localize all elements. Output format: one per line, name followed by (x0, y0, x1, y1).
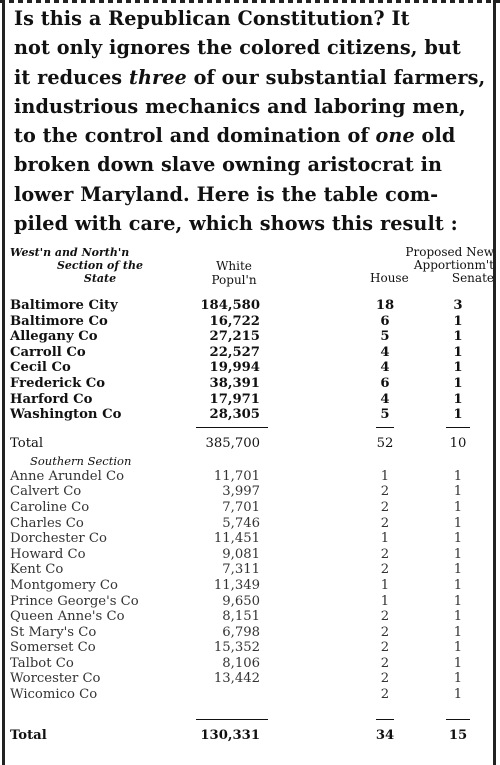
table-row (10, 314, 490, 330)
newspaper-article (14, 4, 488, 238)
senate-seats: 1 (453, 499, 463, 515)
county-name: Total (10, 727, 47, 743)
senate-seats: 1 (453, 344, 463, 360)
white-population: 28,305 (209, 407, 260, 423)
house-seats: 34 (375, 727, 395, 743)
county-name: Worcester Co (10, 671, 101, 687)
senate-seats: 1 (453, 577, 463, 593)
subheading-row (358, 272, 494, 285)
heading-line: White (216, 259, 252, 273)
white-population: 17,971 (209, 391, 260, 407)
senate-seats: 1 (453, 468, 463, 484)
house-seats: 2 (380, 562, 390, 578)
table-row (10, 594, 490, 610)
apportionment-table (10, 245, 494, 747)
table-row (10, 547, 490, 563)
article-line: lower Maryland. Here is the table com- (14, 182, 439, 206)
county-name: Wicomico Co (10, 687, 98, 703)
table-row (10, 392, 490, 408)
table-row (10, 500, 490, 516)
table-row (10, 578, 490, 594)
county-name: Total (10, 435, 44, 451)
table-row (10, 671, 490, 687)
rule-line (376, 719, 394, 720)
table-row (10, 562, 490, 578)
county-name: Baltimore City (10, 298, 118, 313)
white-population: 11,701 (213, 468, 260, 484)
article-paragraph (14, 4, 488, 238)
house-seats: 2 (380, 655, 390, 671)
house-seats: 2 (380, 499, 390, 515)
senate-seats: 1 (453, 562, 463, 578)
white-population: 8,106 (222, 655, 260, 671)
house-seats: 4 (380, 360, 390, 376)
county-name: Talbot Co (10, 655, 74, 671)
house-seats: 5 (380, 329, 390, 345)
left-column-rule (2, 0, 5, 765)
table-row (10, 687, 490, 703)
county-name: Anne Arundel Co (10, 468, 125, 484)
county-name: Kent Co (10, 562, 64, 578)
house-seats: 2 (380, 624, 390, 640)
apportionment-heading (358, 246, 494, 285)
county-name: Washington Co (10, 407, 122, 423)
table-row (10, 640, 490, 656)
table-row (10, 516, 490, 532)
white-population: 7,701 (222, 499, 260, 515)
county-name: Frederick Co (10, 375, 106, 391)
italic-word: one (375, 124, 415, 148)
white-population: 3,997 (222, 484, 260, 500)
house-seats: 1 (380, 531, 390, 547)
text-segment: to the control and domination of (14, 124, 376, 148)
table-row (10, 656, 490, 672)
table-row (10, 625, 490, 641)
southern-section-label: Southern Section (30, 453, 132, 468)
white-population: 13,442 (213, 671, 260, 687)
house-seats: 2 (380, 671, 390, 687)
house-seats: 2 (380, 609, 390, 625)
senate-seats: 1 (453, 391, 463, 407)
table-row (10, 376, 490, 392)
county-name: Carroll Co (10, 344, 86, 360)
white-population: 15,352 (213, 640, 260, 656)
house-seats: 4 (380, 344, 390, 360)
white-population: 184,580 (200, 298, 260, 313)
house-seats: 1 (380, 468, 390, 484)
heading-line: Popul'n (211, 273, 257, 287)
house-seats: 4 (380, 391, 390, 407)
county-name: Harford Co (10, 391, 93, 407)
senate-seats: 1 (453, 546, 463, 562)
senate-seats: 1 (453, 329, 463, 345)
spacer (10, 703, 490, 715)
house-seats: 18 (375, 298, 395, 313)
white-population: 6,798 (222, 624, 260, 640)
right-column-rule (493, 0, 496, 765)
county-name: Somerset Co (10, 640, 96, 656)
house-seats: 52 (376, 435, 394, 451)
county-name: Queen Anne's Co (10, 609, 125, 625)
senate-seats: 1 (453, 484, 463, 500)
italic-word: three (129, 65, 187, 89)
section-heading-line: State (83, 272, 117, 285)
senate-seats: 1 (453, 609, 463, 625)
table-row (10, 609, 490, 625)
white-population: 7,311 (222, 562, 260, 578)
house-seats: 1 (380, 593, 390, 609)
senate-seats: 1 (453, 531, 463, 547)
county-name: Calvert Co (10, 484, 82, 500)
white-population: 8,151 (222, 609, 260, 625)
county-name: Baltimore Co (10, 313, 108, 329)
senate-heading: Senate (451, 271, 494, 285)
house-seats: 2 (380, 515, 390, 531)
article-line: industrious mechanics and laboring men, (14, 94, 466, 118)
senate-seats: 1 (453, 375, 463, 391)
section-heading-line: West'n and North'n (10, 246, 130, 259)
table-row (10, 360, 490, 376)
rule-line (196, 719, 268, 720)
county-name: Charles Co (10, 515, 84, 531)
white-population: 9,081 (222, 546, 260, 562)
total-rule (10, 423, 490, 433)
senate-seats: 1 (453, 671, 463, 687)
house-seats: 5 (380, 407, 390, 423)
house-seats: 1 (380, 577, 390, 593)
white-population: 9,650 (222, 593, 260, 609)
senate-seats: 1 (453, 515, 463, 531)
senate-seats: 1 (453, 360, 463, 376)
table-body (10, 298, 490, 747)
article-line: broken down slave owning aristocrat in (14, 153, 443, 177)
house-heading: House (370, 271, 409, 285)
table-row (10, 531, 490, 547)
section-heading-line: Section of the (56, 259, 144, 272)
county-name: Caroline Co (10, 499, 90, 515)
house-seats: 6 (380, 313, 390, 329)
white-population: 38,391 (209, 375, 260, 391)
house-seats: 2 (380, 484, 390, 500)
section-heading (10, 246, 190, 285)
table-row (10, 407, 490, 423)
white-population: 11,451 (213, 531, 260, 547)
article-line (14, 121, 488, 150)
white-population: 5,746 (222, 515, 260, 531)
table-row (10, 345, 490, 361)
white-population-heading (192, 259, 276, 287)
table-row (10, 469, 490, 485)
county-name: Dorchester Co (10, 531, 107, 547)
senate-seats: 1 (453, 640, 463, 656)
text-segment: old (414, 124, 456, 148)
county-name: Montgomery Co (10, 577, 118, 593)
article-line: piled with care, which shows this result : (14, 212, 458, 236)
white-population: 11,349 (213, 577, 260, 593)
house-seats: 2 (380, 640, 390, 656)
county-name: Cecil Co (10, 360, 71, 376)
rule-line (446, 719, 470, 720)
county-name: Howard Co (10, 546, 86, 562)
white-population: 22,527 (209, 344, 260, 360)
senate-seats: 1 (453, 313, 463, 329)
white-population: 19,994 (209, 360, 260, 376)
senate-seats: 10 (449, 435, 467, 451)
senate-seats: 1 (453, 624, 463, 640)
text-segment: of our substantial farmers, (186, 65, 486, 89)
senate-seats: 1 (453, 593, 463, 609)
house-seats: 2 (380, 546, 390, 562)
county-name: Prince George's Co (10, 593, 139, 609)
white-population: 16,722 (209, 313, 260, 329)
senate-seats: 15 (448, 727, 468, 743)
heading-line: Apportionm't (413, 258, 494, 272)
senate-seats: 1 (453, 687, 463, 703)
white-population: 130,331 (200, 727, 260, 743)
rule-line (376, 427, 394, 428)
table-row (10, 433, 490, 455)
article-line (14, 63, 488, 92)
article-line: Is this a Republican Constitution? It (14, 7, 410, 30)
county-name: Allegany Co (10, 329, 98, 345)
white-population: 385,700 (205, 435, 260, 451)
senate-seats: 1 (453, 407, 463, 423)
house-seats: 6 (380, 375, 390, 391)
senate-seats: 3 (453, 298, 463, 313)
county-name: St Mary's Co (10, 624, 97, 640)
white-population: 27,215 (209, 329, 260, 345)
text-segment: it reduces (14, 65, 129, 89)
total-rule (10, 715, 490, 725)
table-row (10, 298, 490, 314)
article-line: not only ignores the colored citizens, but (14, 36, 461, 60)
table-row (10, 329, 490, 345)
rule-line (446, 427, 470, 428)
house-seats: 2 (380, 687, 390, 703)
table-header (10, 245, 494, 298)
table-row (10, 725, 490, 747)
table-row (10, 484, 490, 500)
heading-line: Proposed New (405, 245, 494, 259)
rule-line (196, 427, 268, 428)
senate-seats: 1 (453, 655, 463, 671)
